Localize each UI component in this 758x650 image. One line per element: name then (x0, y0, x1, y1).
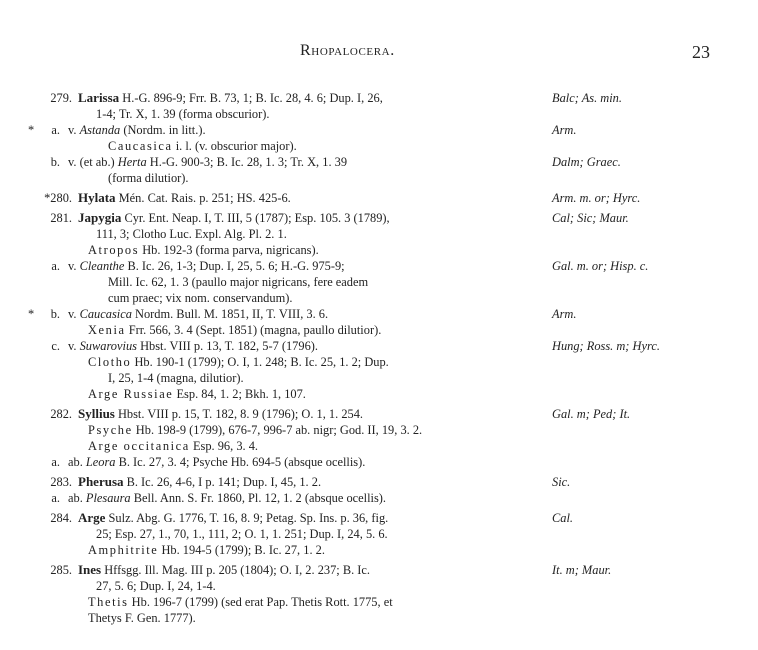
running-head: Rhopalocera. (300, 42, 395, 59)
synonym-name: Arge Russiae (88, 387, 174, 401)
entry-text (108, 290, 292, 306)
citation-text: Hb. 190-1 (1799); O. I, 1. 248; B. Ic. 25, 1. 2; Dup. (131, 355, 389, 369)
entry-line (0, 274, 758, 290)
species-name: Arge (78, 510, 106, 525)
entry-text (78, 406, 363, 422)
entry-line (0, 422, 758, 438)
species-number: 281. (50, 211, 72, 225)
citation-text: (Nordm. in litt.). (120, 123, 206, 137)
citation-text: Bell. Ann. S. Fr. 1860, Pl. 12, 1. 2 (absque ocellis). (130, 491, 387, 505)
new-species-marker: * (28, 123, 35, 137)
entry-text (108, 370, 244, 386)
entry-line (0, 370, 758, 386)
entry-text (108, 170, 189, 186)
variety-name: Cleanthe (79, 259, 125, 273)
species-number: 285. (50, 563, 72, 577)
entry-text (78, 210, 390, 226)
entry-line (0, 610, 758, 626)
species-number: 282. (50, 407, 72, 421)
variety-name: Suwarovius (79, 339, 137, 353)
citation-text: Frr. 566, 3. 4 (Sept. 1851) (magna, paullo dilutior). (125, 323, 382, 337)
variety-name: Caucasica (79, 307, 132, 321)
entry-text (108, 138, 297, 154)
entry-line (0, 474, 758, 490)
distribution: It. m; Maur. (552, 563, 612, 577)
distribution: Sic. (552, 475, 571, 489)
citation-text: H.-G. 900-3; B. Ic. 28, 1. 3; Tr. X, 1. 39 (146, 155, 348, 169)
synonym-name: Clotho (88, 355, 132, 369)
citation-text: cum praec; vix nom. conservandum). (108, 291, 293, 305)
citation-text: Hb. 192-3 (forma parva, nigricans). (139, 243, 319, 257)
citation-text: Hb. 198-9 (1799), 676-7, 996-7 ab. nigr; God. II, 19, 3. 2. (132, 423, 423, 437)
entry-text (96, 106, 269, 122)
synonym-name: Amphitrite (88, 543, 159, 557)
entry-line (0, 578, 758, 594)
distribution: Arm. (552, 307, 577, 321)
citation-text: (forma dilutior). (108, 171, 189, 185)
entry-line (0, 190, 758, 206)
entry-text (88, 594, 393, 610)
species-name: Syllius (78, 406, 115, 421)
entry-text (68, 258, 345, 274)
entry-text (88, 438, 258, 454)
synonym-name: Caucasica (108, 139, 173, 153)
citation-text: Hbst. VIII p. 13, T. 182, 5-7 (1796). (136, 339, 318, 353)
variety-name: Leora (85, 455, 116, 469)
entry-text (78, 562, 370, 578)
entry-line (0, 306, 758, 322)
entry-line (0, 510, 758, 526)
synonym-name: Xenia (88, 323, 126, 337)
entry-text (68, 154, 347, 170)
citation-text: 27, 5. 6; Dup. I, 24, 1-4. (96, 579, 216, 593)
citation-text: 111, 3; Clotho Luc. Expl. Alg. Pl. 2. 1. (96, 227, 287, 241)
variety-name: Plesaura (85, 491, 131, 505)
entry-line (0, 226, 758, 242)
entry-text (68, 490, 386, 506)
page-number: 23 (692, 42, 710, 62)
entry-line (0, 454, 758, 470)
entry-line (0, 354, 758, 370)
entry-line (0, 258, 758, 274)
entry-text (68, 454, 365, 470)
species-number: 279. (50, 91, 72, 105)
new-species-marker: * (28, 307, 35, 321)
citation-text: B. Ic. 26, 4-6, I p. 141; Dup. I, 45, 1. 2. (123, 475, 322, 489)
citation-text: 1-4; Tr. X, 1. 39 (forma obscurior). (96, 107, 270, 121)
entry-text (96, 578, 216, 594)
citation-text: Hbst. VIII p. 15, T. 182, 8. 9 (1796); O. 1, 1. 254. (114, 407, 364, 421)
citation-text: Cyr. Ent. Neap. I, T. III, 5 (1787); Esp. 105. 3 (1789), (121, 211, 390, 225)
entry-line (0, 210, 758, 226)
species-name: Hylata (78, 190, 116, 205)
entry-line (0, 106, 758, 122)
citation-text: Sulz. Abg. G. 1776, T. 16, 8. 9; Petag. Sp. Ins. p. 36, fig. (105, 511, 389, 525)
entry-line (0, 154, 758, 170)
entry-text (108, 274, 368, 290)
citation-text: Mill. Ic. 62, 1. 3 (paullo major nigricans, fere eadem (108, 275, 369, 289)
species-number: *280. (44, 191, 72, 205)
entry-line (0, 594, 758, 610)
rank-prefix: ab. (68, 491, 86, 505)
synonym-name: Arge occitanica (88, 439, 190, 453)
distribution: Dalm; Graec. (552, 155, 621, 169)
variety-letter: a. (51, 259, 60, 273)
entry-text (96, 526, 388, 542)
entry-line (0, 122, 758, 138)
rank-prefix: ab. (68, 455, 86, 469)
rank-prefix: v. (68, 307, 80, 321)
citation-text: 25; Esp. 27, 1., 70, 1., 111, 2; O. 1, 1. 251; Dup. I, 24, 5. 6. (96, 527, 388, 541)
entry-line (0, 90, 758, 106)
species-name: Pherusa (78, 474, 124, 489)
citation-text: B. Ic. 27, 3. 4; Psyche Hb. 694-5 (absque ocellis). (115, 455, 366, 469)
entry-line (0, 242, 758, 258)
entry-line (0, 138, 758, 154)
citation-text: i. l. (v. obscurior major). (172, 139, 297, 153)
entry-text (68, 338, 318, 354)
distribution: Arm. (552, 123, 577, 137)
entry-line (0, 322, 758, 338)
citation-text: B. Ic. 26, 1-3; Dup. I, 25, 5. 6; H.-G. 975-9; (124, 259, 345, 273)
species-number: 284. (50, 511, 72, 525)
variety-letter: b. (50, 307, 60, 321)
species-number: 283. (50, 475, 72, 489)
variety-name: Herta (117, 155, 147, 169)
distribution: Balc; As. min. (552, 91, 622, 105)
entry-text (88, 386, 306, 402)
citation-text: I, 25, 1-4 (magna, dilutior). (108, 371, 244, 385)
entry-text (88, 422, 422, 438)
citation-text: Mén. Cat. Rais. p. 251; HS. 425-6. (115, 191, 291, 205)
citation-text: Hffsgg. Ill. Mag. III p. 205 (1804); O. I, 2. 237; B. Ic. (101, 563, 371, 577)
entry-line (0, 562, 758, 578)
synonym-name: Atropos (88, 243, 140, 257)
entry-line (0, 386, 758, 402)
citation-text: Nordm. Bull. M. 1851, II, T. VIII, 3. 6. (131, 307, 329, 321)
distribution: Cal; Sic; Maur. (552, 211, 629, 225)
rank-prefix: v. (68, 259, 80, 273)
entry-line (0, 526, 758, 542)
citation-text: Thetys F. Gen. 1777). (88, 611, 196, 625)
citation-text: Hb. 196-7 (1799) (sed erat Pap. Thetis Rott. 1775, et (128, 595, 393, 609)
entry-text (68, 122, 206, 138)
variety-letter: a. (51, 455, 60, 469)
distribution: Cal. (552, 511, 573, 525)
distribution: Gal. m; Ped; It. (552, 407, 631, 421)
citation-text: Esp. 96, 3. 4. (189, 439, 259, 453)
entry-text (88, 322, 381, 338)
citation-text: Hb. 194-5 (1799); B. Ic. 27, 1. 2. (158, 543, 325, 557)
variety-letter: c. (51, 339, 60, 353)
entry-text (78, 474, 321, 490)
variety-letter: a. (51, 491, 60, 505)
species-name: Ines (78, 562, 102, 577)
entry-line (0, 438, 758, 454)
synonym-name: Thetis (88, 595, 129, 609)
entry-line (0, 290, 758, 306)
distribution: Gal. m. or; Hisp. c. (552, 259, 649, 273)
variety-letter: a. (51, 123, 60, 137)
entry-line (0, 338, 758, 354)
entry-text (88, 610, 196, 626)
synonym-name: Psyche (88, 423, 133, 437)
entry-line (0, 406, 758, 422)
entry-text (96, 226, 287, 242)
entry-text (68, 306, 328, 322)
species-name: Larissa (78, 90, 120, 105)
distribution: Arm. m. or; Hyrc. (552, 191, 641, 205)
citation-text: Esp. 84, 1. 2; Bkh. 1, 107. (173, 387, 306, 401)
page-header (0, 42, 758, 66)
rank-prefix: v. (68, 123, 80, 137)
entry-text (78, 510, 388, 526)
rank-prefix: v. (et ab.) (68, 155, 118, 169)
species-name: Japygia (78, 210, 122, 225)
entry-text (78, 90, 383, 106)
entry-text (88, 242, 319, 258)
variety-letter: b. (50, 155, 60, 169)
rank-prefix: v. (68, 339, 80, 353)
variety-name: Astanda (79, 123, 121, 137)
entry-line (0, 542, 758, 558)
entry-text (88, 542, 325, 558)
entry-text (78, 190, 291, 206)
entry-text (88, 354, 389, 370)
distribution: Hung; Ross. m; Hyrc. (552, 339, 660, 353)
entry-line (0, 490, 758, 506)
entry-line (0, 170, 758, 186)
citation-text: H.-G. 896-9; Frr. B. 73, 1; B. Ic. 28, 4. 6; Dup. I, 26, (119, 91, 383, 105)
